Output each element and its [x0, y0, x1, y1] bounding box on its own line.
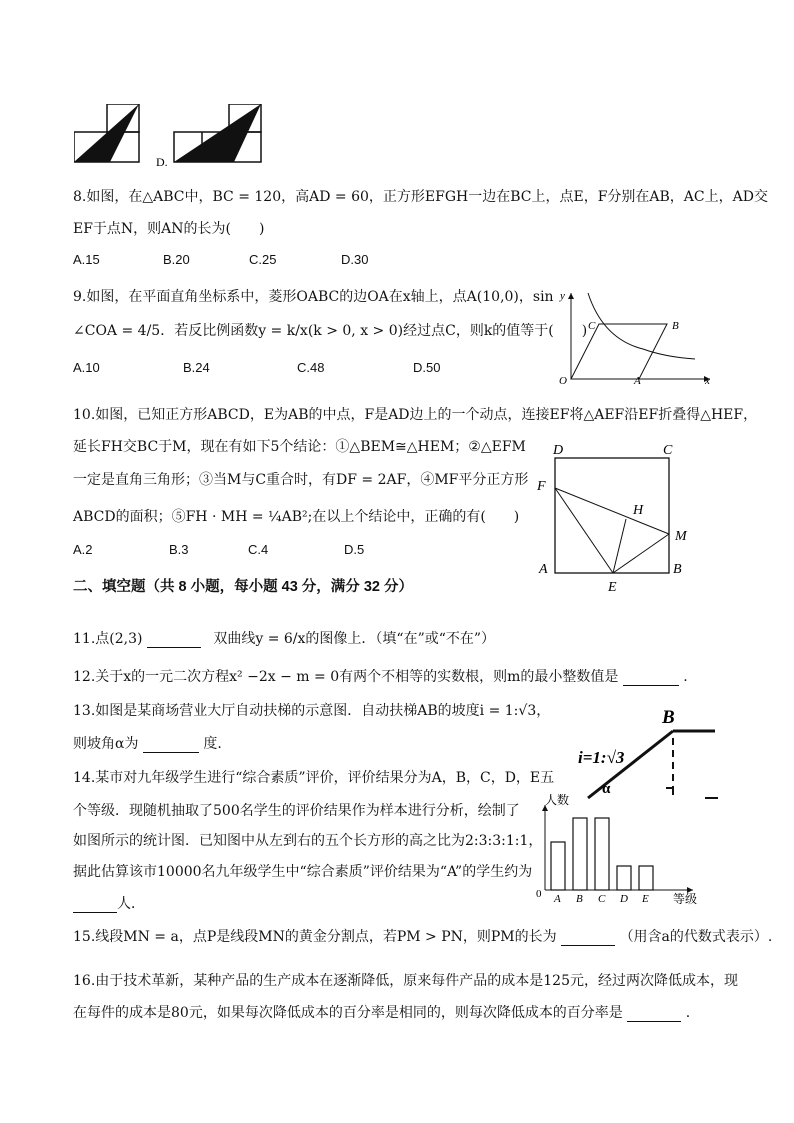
q16-line1: 16.由于技术革新，某种产品的生产成本在逐渐降低，原来每件产品的成本是125元，经过两次降低成本，现: [73, 973, 738, 989]
q13-line1: 13.如图是某商场营业大厅自动扶梯的示意图．自动扶梯AB的坡度i = 1:√3，: [73, 703, 551, 719]
chart-y-axis-label: 人数: [545, 793, 570, 807]
q10-line3: 一定是直角三角形；③当M与C重合时，有DF = 2AF，④MF平分正方形: [73, 472, 529, 488]
section2-title: 二、填空题（共 8 小题，每小题 43 分，满分 32 分）: [73, 579, 413, 595]
q9-option-c: C.48: [297, 360, 325, 375]
q14-line1: 14.某市对九年级学生进行“综合素质”评价，评价结果分为A，B，C，D，E五: [73, 770, 555, 786]
q12-text: 12.关于x的一元二次方程x² −2x − m = 0有两个不相等的实数根，则m的最小整数值是: [73, 669, 619, 685]
q14-line2: 个等级．现随机抽取了500名学生的评价结果作为样本进行分析，绘制了: [73, 803, 520, 819]
chart-bar-e: [639, 866, 653, 890]
option-d-label: D.: [156, 155, 168, 166]
q11-line: [73, 628, 495, 648]
figure-option-d: [174, 104, 261, 162]
q9-option-a: A.10: [73, 360, 100, 375]
q10-label-b: B: [673, 562, 682, 577]
previous-question-figures: [74, 104, 274, 166]
q8-option-d: D.30: [341, 252, 369, 267]
chart-x-axis-label: 等级: [673, 892, 698, 906]
q10-option-c: C.4: [248, 542, 269, 557]
q10-label-d: D: [553, 443, 564, 458]
q14-line3: 如图所示的统计图．已知图中从左到右的五个长方形的高之比为2:3:3:1:1，: [73, 833, 543, 849]
q13-figure: [560, 703, 720, 803]
chart-bar-d: [617, 866, 631, 890]
q11-text-b: 双曲线y = 6/x的图像上．（填“在”或“不在”）: [213, 631, 496, 647]
chart-tick-label-c: C: [598, 893, 606, 905]
q15-answer-blank[interactable]: [561, 929, 615, 946]
q13-answer-blank[interactable]: [143, 736, 199, 753]
q10-label-f: F: [537, 479, 546, 494]
chart-bars: [551, 818, 653, 890]
q9-option-b: B.24: [183, 360, 210, 375]
chart-bar-c: [595, 818, 609, 890]
q12-answer-blank[interactable]: [623, 669, 679, 686]
q10-line2: 延长FH交BC于M，现在有如下5个结论：①△BEM≅△HEM；②△EFM: [73, 439, 526, 455]
q16-answer-blank[interactable]: [627, 1005, 681, 1022]
q13-line2: [73, 733, 222, 753]
q14-text-end: 人．: [117, 896, 145, 912]
q10-line4: ABCD的面积；⑤FH · MH = ¼AB²;在以上个结论中，正确的有( ): [73, 509, 520, 525]
q8-line1: 8.如图，在△ABC中，BC = 120，高AD = 60，正方形EFGH一边在BC上，点E，F分别在AB，AC上，AD交: [73, 189, 768, 205]
q14-bar-chart: [533, 790, 713, 910]
chart-tick-label-e: E: [642, 893, 649, 905]
q10-option-a: A.2: [73, 542, 93, 557]
q13-label-b: B: [662, 707, 675, 728]
q10-option-b: B.3: [169, 542, 189, 557]
q9-label-o: O: [559, 375, 567, 387]
q10-figure: [533, 436, 701, 596]
chart-origin-label: 0: [536, 888, 542, 900]
q8-option-a: A.15: [73, 252, 100, 267]
q9-label-x: x: [705, 375, 710, 387]
q11-text-a: 11.点(2,3): [73, 631, 143, 647]
chart-bar-a: [551, 842, 565, 890]
q9-line1: 9.如图，在平面直角坐标系中，菱形OABC的边OA在x轴上，点A(10,0)，sin: [73, 289, 554, 305]
q10-label-a: A: [539, 562, 548, 577]
chart-tick-labels: [553, 893, 649, 905]
q15-text-b: （用含a的代数式表示）.: [619, 929, 773, 945]
q12-line: [73, 666, 688, 686]
q9-option-d: D.50: [413, 360, 441, 375]
chart-tick-label-d: D: [620, 893, 628, 905]
q9-label-c: C: [588, 320, 596, 332]
figure-option-c: [74, 104, 139, 162]
q13-slope-label: i=1:√3: [578, 748, 625, 767]
q14-answer-blank[interactable]: [73, 896, 117, 913]
chart-tick-label-b: B: [576, 893, 583, 905]
q14-line5: [73, 893, 145, 913]
q10-label-h: H: [633, 503, 644, 518]
q9-line2: ∠COA = 4/5．若反比例函数y = k/x(k > 0, x > 0)经过点C，则k的值等于( ): [73, 323, 588, 339]
q16-end: .: [685, 1005, 691, 1021]
q9-label-b: B: [672, 320, 679, 332]
q15-line: [73, 926, 772, 946]
q12-end: .: [683, 669, 688, 685]
q10-label-c: C: [663, 443, 673, 458]
q16-line2: [73, 1002, 690, 1022]
chart-tick-label-a: A: [554, 893, 561, 905]
q10-option-d: D.5: [344, 542, 365, 557]
q10-label-e: E: [608, 580, 617, 595]
q9-label-y: y: [560, 290, 565, 302]
q14-line4: 据此估算该市10000名九年级学生中“综合素质”评价结果为“A”的学生约为: [73, 864, 533, 880]
q16-text: 在每件的成本是80元，如果每次降低成本的百分率是相同的，则每次降低成本的百分率是: [73, 1005, 623, 1021]
q15-text-a: 15.线段MN = a，点P是线段MN的黄金分割点，若PM > PN，则PM的长为: [73, 929, 557, 945]
q8-option-b: B.20: [163, 252, 190, 267]
q9-label-a: A: [634, 375, 641, 387]
q8-option-c: C.25: [249, 252, 277, 267]
q10-line1: 10.如图，已知正方形ABCD，E为AB的中点，F是AD边上的一个动点，连接EF将△AEF沿EF折叠得△HEF，: [73, 407, 758, 423]
q8-line2: EF于点N，则AN的长为( ): [73, 221, 265, 237]
q13-angle-label: α: [602, 781, 611, 797]
q11-answer-blank[interactable]: [147, 631, 201, 648]
chart-bar-b: [573, 818, 587, 890]
q13-text-a: 则坡角α为: [73, 736, 139, 752]
q13-text-b: 度.: [203, 736, 222, 752]
q9-figure: [555, 287, 720, 389]
q10-label-m: M: [675, 529, 687, 544]
